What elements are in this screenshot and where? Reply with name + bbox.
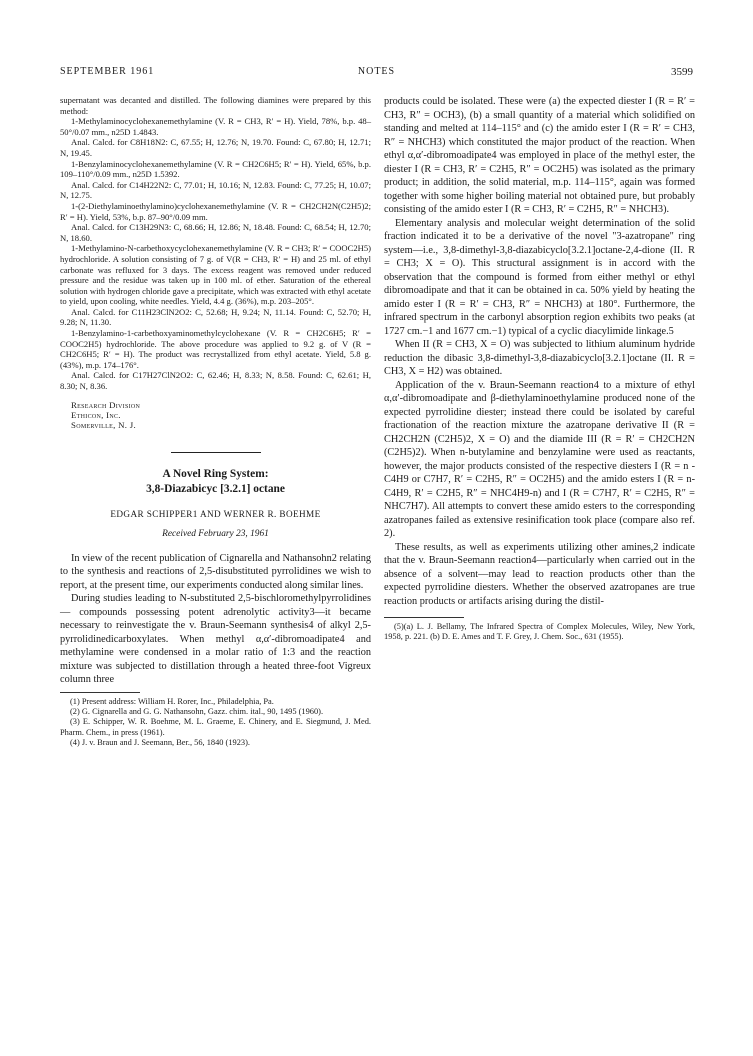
affiliation-line: Research Division [71, 399, 141, 410]
compound-entry: 1-Methylaminocyclohexanemethylamine (V. R = CH3, R′ = H). Yield, 78%, b.p. 48–50°/0.07 mm., n25D 1.4843. [60, 116, 371, 137]
footnotes [60, 697, 371, 749]
page-number: 3599 [671, 66, 693, 78]
right-column [384, 95, 695, 643]
footnote-divider [60, 692, 140, 693]
body-paragraph: Elementary analysis and molecular weight determination of the solid fraction indicated it to be a derivative of the novel "3-azatropane" ring system—i.e., 3,8-dimethyl-3,8-diazabicyclo[3.2.1]octane-2,4-dione (II. R = CH3; X = O). This structural assignment is in accord with the observation that the compound is formed from either methyl or ethyl dibromoadipate and that it can be obtained in ca. 50% yield by heating the amido ester I (R = R′ = CH3, R″ = NHCH3) at 180°. Furthermore, the infrared spectrum in the carbonyl absorption region exhibits two peaks (at 1727 cm.−1 and 1677 cm.−1) typical of a cyclic diacylimide linkage.5 [384, 217, 695, 337]
compound-entry: 1-(2-Diethylaminoethylamino)cyclohexanemethylamine (V. R = CH2CH2N(C2H5)2; R′ = H). Yield, 53%, b.p. 87–90°/0.09 mm. [60, 200, 371, 222]
body-paragraph: During studies leading to N-substituted 2,5-bischloromethylpyrrolidines — compounds possessing potent adrenolytic activity3—it became necessary to reinvestigate the v. Braun-Seemann synthesis4 of alkyl 2,5-pyrrolidinedicarboxylates. When methyl α,α′-dibromoadipate4 and methylamine were condensed in a molar ratio of 1:3 and the reaction mixture was subjected to distillation through a heated three-foot Vigreux column three [60, 593, 371, 686]
article-title [60, 467, 371, 497]
analysis-entry: Anal. Calcd. for C17H27ClN2O2: C, 62.46; H, 8.33; N, 8.58. Found: C, 62.61; H, 8.30; N, 8.36. [60, 370, 371, 392]
footnote: (4) J. v. Braun and J. Seemann, Ber., 56, 1840 (1923). [70, 738, 250, 748]
running-date: SEPTEMBER 1961 [60, 66, 155, 77]
footnote: (1) Present address: William H. Rorer, Inc., Philadelphia, Pa. [70, 696, 274, 706]
body-paragraph: In view of the recent publication of Cignarella and Nathansohn2 relating to the synthesis and reactions of 2,5-disubstituted pyrrolidines we wish to report, at the present time, our experiments conducted along similar lines. [60, 552, 371, 591]
running-title: NOTES [357, 66, 396, 77]
analysis-entry: Anal. Calcd. for C14H22N2: C, 77.01; H, 10.16; N, 12.83. Found: C, 77.25; H, 10.07; N, 12.75. [60, 179, 371, 201]
text-paragraph: supernatant was decanted and distilled. The following diamines were prepared by this method: [60, 95, 371, 116]
footnote: (2) G. Cignarella and G. G. Nathansohn, Gazz. chim. ital., 90, 1495 (1960). [70, 707, 324, 717]
article-title-line: A Novel Ring System: [162, 467, 269, 480]
left-column [60, 95, 371, 749]
footnotes [384, 622, 695, 643]
analysis-entry: Anal. Calcd. for C11H23ClN2O2: C, 52.68; H, 9.24; N, 11.14. Found: C, 52.70; H, 9.28; N, 11.30. [60, 306, 371, 328]
analysis-entry: Anal. Calcd. for C8H18N2: C, 67.55; H, 12.76; N, 19.70. Found: C, 67.80; H, 12.71; N, 19.45. [60, 137, 371, 158]
page-header [60, 66, 693, 82]
article-authors: EDGAR SCHIPPER1 AND WERNER R. BOEHME [110, 508, 321, 519]
received-date: Received February 23, 1961 [162, 528, 269, 539]
body-paragraph: Application of the v. Braun-Seemann reaction4 to a mixture of ethyl α,α′-dibromoadipate and β-diethylaminoethylamine produced none of the expected pyrrolidine diester; instead there could be isolated by careful fractionation of the reaction mixture the azatropane derivative II (R = CH2CH2N (C2H5)2, X = O) and the diamide III (R = R′ = CH2CH2N (C2H5)2). When n-butylamine and benzylamine were used as reactants, however, the major products consisted of the respective diesters I (R = n - C4H9 or C7H7, R′ = C2H5, R″ = OC2H5) and the amido esters I (R = n-C4H9, R′ = C2H5, R″ = NHC4H9-n) and I (R = C7H7, R′ = C2H5, R″ = NHC7H7). All attempts to convert these amido esters to the corresponding azatropanes failed as extensive resinification took place (compare also ref. 2). [384, 379, 695, 539]
footnote: (5)(a) L. J. Bellamy, The Infrared Spectra of Complex Molecules, Wiley, New York, 1958, p. 221. (b) D. E. Ames and T. F. Grey, J. Chem. Soc., 631 (1955). [384, 622, 695, 642]
affiliation [60, 400, 371, 430]
body-paragraph: When II (R = CH3, X = O) was subjected to lithium aluminum hydride reduction the dibasic 3,8-dimethyl-3,8-diazabicyclo[3.2.1]octane (II. R = CH3, X = H2) was obtained. [384, 339, 695, 377]
analysis-entry: Anal. Calcd. for C13H29N3: C, 68.66; H, 12.86; N, 18.48. Found: C, 68.54; H, 12.70; N, 18.60. [60, 222, 371, 243]
affiliation-line: Ethicon, Inc. [71, 409, 121, 420]
body-paragraph: These results, as well as experiments utilizing other amines,2 indicate that the v. Braun-Seemann reaction4—particularly when carried out in the absence of a solvent—may lead to reaction products other than the expected pyrrolidine diesters. Whether the observed azatropanes are true reaction products or artifacts arising during the distil- [384, 541, 695, 607]
compound-entry: 1-Benzylaminocyclohexanemethylamine (V. R = CH2C6H5; R′ = H). Yield, 65%, b.p. 109–110°/0.09 mm., n25D 1.5392. [60, 158, 371, 180]
footnote-divider [384, 617, 464, 618]
body-paragraph: products could be isolated. These were (a) the expected diester I (R = R′ = CH3, R″ = OCH3), (b) a small quantity of a material which solidified on standing and melted at 114–115° and (c) the amido ester I (R = R′ = CH3, R″ = NHCH3) which constituted the major product of the reaction. When ethyl α,α′-dibromoadipate4 was employed in place of the methyl ester, the diester I (R = CH3, R′ = C2H5, R″ = OC2H5) was isolated as the primary product; in addition, the solid material, m.p. 114–115°, again was formed together with some higher boiling material not obtained pure, but probably consisting of the amido ester I (R = CH3, R′ = C2H5, R″ = NHCH3). [384, 96, 695, 215]
section-divider [171, 452, 261, 453]
footnote: (3) E. Schipper, W. R. Boehme, M. L. Graeme, E. Chinery, and E. Siegmund, J. Med. Pharm. Chem., in press (1961). [60, 717, 371, 737]
affiliation-line: Somerville, N. J. [71, 419, 136, 430]
compound-entry: 1-Methylamino-N-carbethoxycyclohexanemethylamine (V. R = CH3; R′ = COOC2H5) hydrochloride. A solution consisting of 7 g. of V(R = CH3, R′ = H) and 25 ml. of ethyl carbonate was refluxed for 3 days. The excess reagent was removed under reduced pressure and the residue was taken up in 100 ml. of ether. Saturation of the ethereal solution with hydrogen chloride gave a precipitate, which was extracted with ethyl acetate to yield, upon cooling, white needles. Yield, 4.4 g. (36%), m.p. 203–205°. [60, 243, 371, 307]
article-title-line: 3,8-Diazabicyc [3.2.1] octane [146, 482, 285, 495]
compound-entry: 1-Benzylamino-1-carbethoxyaminomethylcyclohexane (V. R = CH2C6H5; R′ = COOC2H5) hydrochloride. The above procedure was applied to 9.2 g. of V (R = CH2C6H5; R′ = H). The product was recrystallized from ethyl acetate. Yield, 5.8 g. (43%), m.p. 174–176°. [60, 328, 371, 370]
